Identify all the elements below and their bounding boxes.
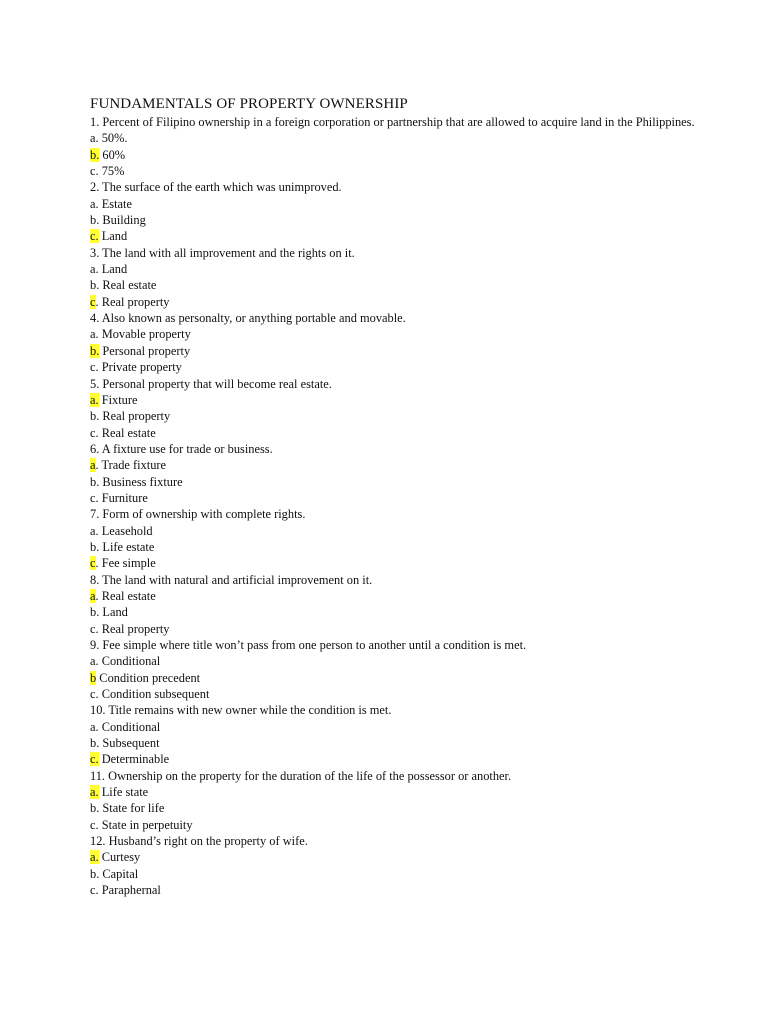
question-text: 10. Title remains with new owner while the condition is met. — [90, 703, 392, 718]
highlighted-answer-letter: c — [90, 556, 96, 571]
answer-option — [90, 212, 740, 228]
answer-option — [90, 392, 740, 408]
question-text: 2. The surface of the earth which was unimproved. — [90, 180, 342, 195]
answer-option — [90, 604, 740, 620]
question-text: 7. Form of ownership with complete rights. — [90, 507, 306, 522]
answer-text: Real property — [99, 409, 171, 424]
highlighted-answer-letter: a. — [90, 850, 99, 865]
answer-text: Land — [98, 262, 128, 277]
answer-option — [90, 866, 740, 882]
answer-text: 60% — [99, 147, 126, 162]
document-title: FUNDAMENTALS OF PROPERTY OWNERSHIP — [90, 96, 408, 112]
highlighted-answer-letter: c — [90, 294, 96, 309]
answer-text: . Fee simple — [95, 556, 156, 571]
answer-letter: b. — [90, 539, 100, 554]
answer-text: Real property — [98, 621, 170, 636]
answer-option — [90, 849, 740, 865]
question-list — [90, 114, 740, 899]
answer-text: Land — [98, 229, 128, 244]
answer-letter: c. — [90, 687, 99, 702]
answer-option — [90, 784, 740, 800]
answer-letter: a. — [90, 131, 99, 146]
answer-letter: c. — [90, 164, 99, 179]
question-text: 8. The land with natural and artificial improvement on it. — [90, 572, 373, 587]
answer-option — [90, 817, 740, 833]
answer-text: . Real property — [95, 294, 170, 309]
answer-option — [90, 719, 740, 735]
question-text: 11. Ownership on the property for the duration of the life of the possessor or another. — [90, 768, 512, 783]
answer-text: Leasehold — [98, 523, 153, 538]
answer-option — [90, 163, 740, 179]
answer-text: Capital — [99, 866, 139, 881]
answer-option — [90, 555, 740, 571]
answer-text: 75% — [98, 164, 125, 179]
highlighted-answer-letter: a — [90, 458, 96, 473]
answer-option — [90, 457, 740, 473]
answer-text: 50%. — [98, 131, 128, 146]
answer-letter: b. — [90, 278, 100, 293]
answer-option — [90, 326, 740, 342]
answer-option — [90, 670, 740, 686]
answer-option — [90, 523, 740, 539]
answer-text: Fixture — [98, 392, 138, 407]
answer-text: Paraphernal — [98, 883, 161, 898]
answer-option — [90, 425, 740, 441]
answer-option — [90, 882, 740, 898]
answer-letter: b. — [90, 605, 100, 620]
question-text: 9. Fee simple where title won’t pass from one person to another until a condition is met. — [90, 638, 527, 652]
answer-letter: b. — [90, 801, 100, 816]
highlighted-answer-letter: b. — [90, 147, 100, 162]
document-page — [90, 95, 740, 899]
answer-letter: b. — [90, 866, 100, 881]
answer-text: Estate — [98, 196, 132, 211]
question-text: 3. The land with all improvement and the rights on it. — [90, 245, 355, 260]
highlighted-answer-letter: b — [90, 670, 97, 685]
answer-option — [90, 588, 740, 604]
answer-option — [90, 735, 740, 751]
answer-text: Building — [99, 213, 146, 228]
answer-letter: a. — [90, 196, 99, 211]
highlighted-answer-letter: c. — [90, 752, 99, 767]
question-text: 1. Percent of Filipino ownership in a foreign corporation or partnership that are allowed to acquire land in the Philippines. — [90, 115, 695, 129]
answer-text: Conditional — [98, 719, 161, 734]
question-text: 4. Also known as personalty, or anything portable and movable. — [90, 311, 406, 326]
highlighted-answer-letter: a. — [90, 392, 99, 407]
answer-option — [90, 800, 740, 816]
answer-text: Conditional — [98, 654, 161, 669]
answer-letter: a. — [90, 262, 99, 277]
answer-option — [90, 277, 740, 293]
question-text: 6. A fixture use for trade or business. — [90, 441, 273, 456]
answer-text: Furniture — [98, 490, 148, 505]
answer-option — [90, 261, 740, 277]
question-text: 12. Husband’s right on the property of wife. — [90, 834, 308, 849]
answer-option — [90, 653, 740, 669]
answer-letter: c. — [90, 817, 99, 832]
answer-letter: b. — [90, 213, 100, 228]
answer-text: Life estate — [99, 539, 155, 554]
answer-text: Curtesy — [98, 850, 141, 865]
answer-text: Business fixture — [99, 474, 183, 489]
answer-option — [90, 130, 740, 146]
highlighted-answer-letter: a — [90, 588, 96, 603]
answer-option — [90, 359, 740, 375]
answer-option — [90, 686, 740, 702]
answer-text: Personal property — [99, 343, 191, 358]
answer-option — [90, 294, 740, 310]
answer-letter: c. — [90, 360, 99, 375]
highlighted-answer-letter: b. — [90, 343, 100, 358]
highlighted-answer-letter: a. — [90, 785, 99, 800]
answer-option — [90, 147, 740, 163]
answer-option — [90, 196, 740, 212]
answer-option — [90, 343, 740, 359]
answer-letter: a. — [90, 719, 99, 734]
answer-option — [90, 474, 740, 490]
answer-option — [90, 539, 740, 555]
answer-option — [90, 228, 740, 244]
answer-text: Real estate — [98, 425, 156, 440]
answer-text: Land — [99, 605, 128, 620]
answer-text: . Trade fixture — [95, 458, 167, 473]
answer-text: State for life — [99, 801, 165, 816]
answer-letter: a. — [90, 523, 99, 538]
answer-text: . Real estate — [95, 588, 156, 603]
answer-text: Subsequent — [99, 736, 160, 751]
answer-option — [90, 751, 740, 767]
answer-text: Private property — [98, 360, 182, 375]
answer-text: Real estate — [99, 278, 157, 293]
question-text: 5. Personal property that will become real estate. — [90, 376, 332, 391]
answer-text: Condition subsequent — [98, 687, 210, 702]
answer-letter: b. — [90, 474, 100, 489]
answer-option — [90, 408, 740, 424]
answer-letter: c. — [90, 490, 99, 505]
answer-text: Life state — [98, 785, 149, 800]
answer-letter: c. — [90, 621, 99, 636]
answer-letter: a. — [90, 327, 99, 342]
answer-letter: b. — [90, 736, 100, 751]
answer-option — [90, 490, 740, 506]
highlighted-answer-letter: c. — [90, 229, 99, 244]
answer-text: Condition precedent — [96, 670, 201, 685]
answer-letter: c. — [90, 425, 99, 440]
answer-letter: a. — [90, 654, 99, 669]
answer-text: State in perpetuity — [98, 817, 193, 832]
answer-letter: c. — [90, 883, 99, 898]
answer-letter: b. — [90, 409, 100, 424]
answer-option — [90, 621, 740, 637]
answer-text: Movable property — [98, 327, 191, 342]
answer-text: Determinable — [98, 752, 170, 767]
